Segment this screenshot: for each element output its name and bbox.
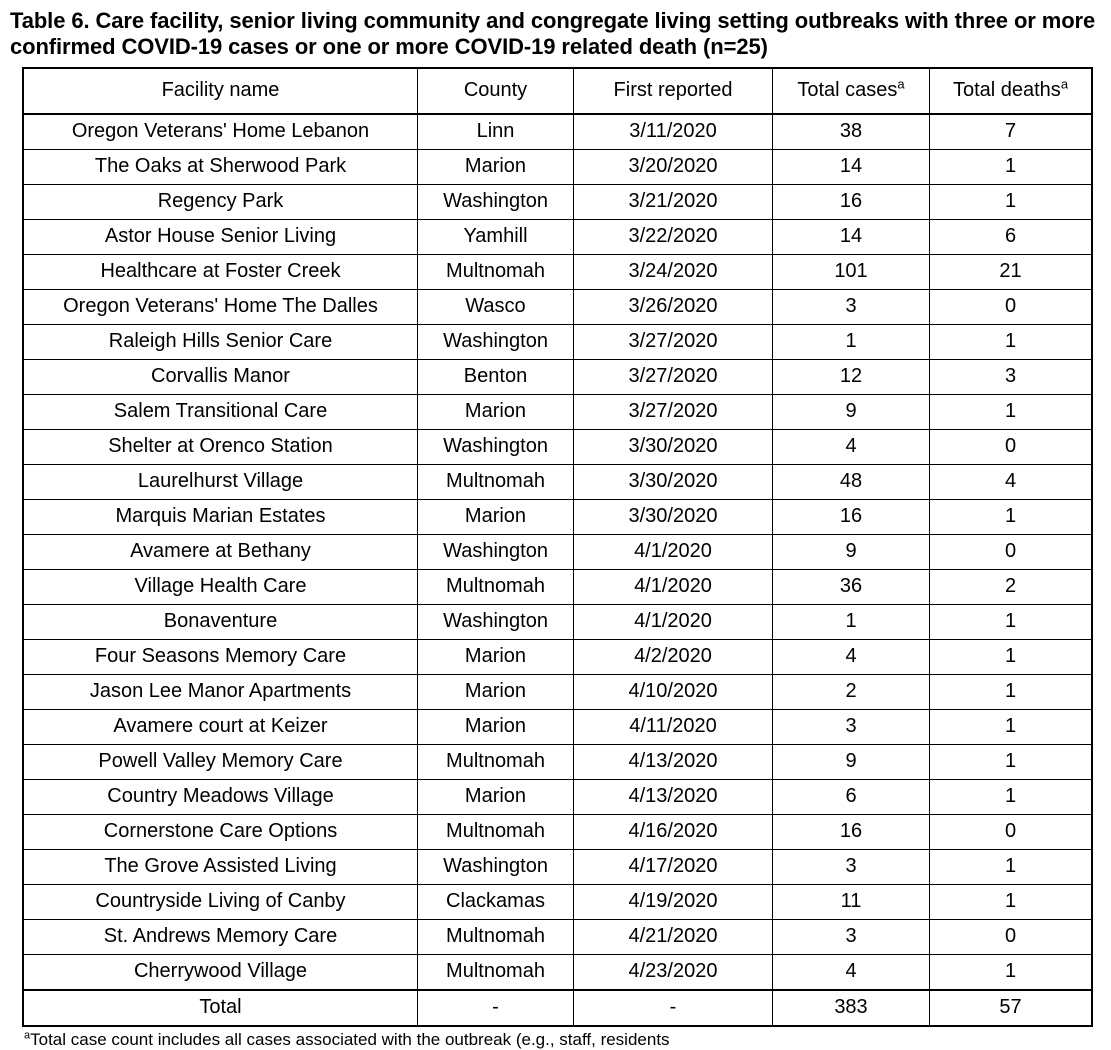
cell-facility-name: Cornerstone Care Options <box>23 814 418 849</box>
cell-county: Clackamas <box>418 884 574 919</box>
cell-total-cases: 4 <box>773 639 930 674</box>
footnote-superscript: a <box>24 1029 31 1042</box>
cell-facility-name: Corvallis Manor <box>23 359 418 394</box>
table-row <box>23 114 1092 150</box>
cell-total-deaths: 0 <box>930 289 1093 324</box>
cell-total-deaths: 0 <box>930 814 1093 849</box>
table-row <box>23 674 1092 709</box>
footnote-text: Total case count includes all cases associated with the outbreak (e.g., staff, residents <box>30 1029 670 1049</box>
cell-total-deaths: 57 <box>930 990 1093 1026</box>
cell-total-deaths: 1 <box>930 744 1093 779</box>
table-row <box>23 184 1092 219</box>
cell-total-cases: 383 <box>773 990 930 1026</box>
table-row <box>23 709 1092 744</box>
header-county-label: County <box>463 79 528 102</box>
cell-total-deaths: 1 <box>930 149 1093 184</box>
cell-total-deaths: 1 <box>930 884 1093 919</box>
cell-facility-name: Salem Transitional Care <box>23 394 418 429</box>
cell-total-deaths: 1 <box>930 184 1093 219</box>
cell-total-cases: 3 <box>773 849 930 884</box>
cell-total-cases: 6 <box>773 779 930 814</box>
cell-first-reported: 4/10/2020 <box>574 674 773 709</box>
cell-county: Marion <box>418 779 574 814</box>
cell-county: Washington <box>418 534 574 569</box>
cell-county: Benton <box>418 359 574 394</box>
cell-total-deaths: 0 <box>930 534 1093 569</box>
cell-first-reported: 4/17/2020 <box>574 849 773 884</box>
cell-county: Washington <box>418 324 574 359</box>
cell-first-reported: 3/27/2020 <box>574 324 773 359</box>
cell-facility-name: Total <box>23 990 418 1026</box>
cell-county: Washington <box>418 604 574 639</box>
cell-county: Multnomah <box>418 954 574 990</box>
cell-total-cases: 48 <box>773 464 930 499</box>
table-row <box>23 254 1092 289</box>
cell-total-deaths: 1 <box>930 849 1093 884</box>
cell-county: Multnomah <box>418 814 574 849</box>
cell-total-cases: 3 <box>773 919 930 954</box>
cell-facility-name: Raleigh Hills Senior Care <box>23 324 418 359</box>
cell-county: Marion <box>418 709 574 744</box>
cell-total-deaths: 0 <box>930 429 1093 464</box>
table-row <box>23 919 1092 954</box>
table-row <box>23 779 1092 814</box>
cell-facility-name: St. Andrews Memory Care <box>23 919 418 954</box>
table-row <box>23 464 1092 499</box>
cell-total-deaths: 1 <box>930 779 1093 814</box>
header-facility-name-label: Facility name <box>161 79 280 102</box>
cell-total-cases: 2 <box>773 674 930 709</box>
cell-facility-name: Jason Lee Manor Apartments <box>23 674 418 709</box>
cell-first-reported: 4/1/2020 <box>574 604 773 639</box>
cell-total-cases: 38 <box>773 114 930 150</box>
table-row <box>23 954 1092 990</box>
cell-total-deaths: 1 <box>930 499 1093 534</box>
cell-total-cases: 9 <box>773 394 930 429</box>
cell-county: Multnomah <box>418 744 574 779</box>
cell-county: Linn <box>418 114 574 150</box>
cell-county: Washington <box>418 184 574 219</box>
cell-facility-name: The Oaks at Sherwood Park <box>23 149 418 184</box>
header-total-cases-label: Total cases <box>797 79 898 102</box>
table-row <box>23 324 1092 359</box>
cell-facility-name: Avamere court at Keizer <box>23 709 418 744</box>
cell-first-reported: 3/30/2020 <box>574 499 773 534</box>
table-row <box>23 219 1092 254</box>
cell-total-cases: 11 <box>773 884 930 919</box>
cell-first-reported: 4/19/2020 <box>574 884 773 919</box>
cell-total-deaths: 0 <box>930 919 1093 954</box>
outbreaks-table <box>22 67 1093 1027</box>
header-row <box>23 68 1092 114</box>
cell-first-reported: 4/13/2020 <box>574 779 773 814</box>
cell-county: Marion <box>418 499 574 534</box>
cell-total-cases: 9 <box>773 744 930 779</box>
table-row <box>23 604 1092 639</box>
cell-total-deaths: 1 <box>930 604 1093 639</box>
table-row <box>23 394 1092 429</box>
table-row <box>23 359 1092 394</box>
table-row <box>23 744 1092 779</box>
cell-county: Washington <box>418 429 574 464</box>
cell-total-cases: 9 <box>773 534 930 569</box>
cell-facility-name: Astor House Senior Living <box>23 219 418 254</box>
cell-first-reported: 3/26/2020 <box>574 289 773 324</box>
table-row <box>23 499 1092 534</box>
header-total-deaths <box>930 68 1093 114</box>
table-row <box>23 149 1092 184</box>
cell-first-reported: 3/11/2020 <box>574 114 773 150</box>
table-row <box>23 534 1092 569</box>
cell-total-deaths: 2 <box>930 569 1093 604</box>
cell-total-deaths: 1 <box>930 954 1093 990</box>
cell-facility-name: Country Meadows Village <box>23 779 418 814</box>
cell-total-cases: 3 <box>773 289 930 324</box>
cell-total-deaths: 3 <box>930 359 1093 394</box>
cell-first-reported: 3/27/2020 <box>574 394 773 429</box>
cell-first-reported: 4/23/2020 <box>574 954 773 990</box>
cell-total-deaths: 1 <box>930 324 1093 359</box>
cell-first-reported: 3/30/2020 <box>574 429 773 464</box>
table-row <box>23 639 1092 674</box>
table-header <box>23 68 1092 114</box>
cell-county: Washington <box>418 849 574 884</box>
header-total-cases <box>773 68 930 114</box>
cell-total-cases: 16 <box>773 184 930 219</box>
header-total-cases-sup: a <box>897 76 905 92</box>
cell-first-reported: 3/24/2020 <box>574 254 773 289</box>
cell-facility-name: Village Health Care <box>23 569 418 604</box>
cell-first-reported: 3/27/2020 <box>574 359 773 394</box>
cell-county: Multnomah <box>418 569 574 604</box>
cell-facility-name: Marquis Marian Estates <box>23 499 418 534</box>
table-title: Table 6. Care facility, senior living community and congregate living setting outbreaks with three or more confirmed COVID-19 cases or one or more COVID-19 related death (n=25) <box>10 8 1096 60</box>
cell-county: Multnomah <box>418 919 574 954</box>
header-first-reported <box>574 68 773 114</box>
cell-facility-name: Laurelhurst Village <box>23 464 418 499</box>
total-row <box>23 990 1092 1026</box>
cell-total-cases: 12 <box>773 359 930 394</box>
cell-total-deaths: 21 <box>930 254 1093 289</box>
cell-total-deaths: 7 <box>930 114 1093 150</box>
cell-total-cases: 14 <box>773 219 930 254</box>
cell-first-reported: 4/2/2020 <box>574 639 773 674</box>
cell-facility-name: Oregon Veterans' Home The Dalles <box>23 289 418 324</box>
cell-total-cases: 16 <box>773 499 930 534</box>
table-row <box>23 814 1092 849</box>
table-body <box>23 114 1092 1026</box>
cell-total-deaths: 6 <box>930 219 1093 254</box>
cell-facility-name: Four Seasons Memory Care <box>23 639 418 674</box>
cell-facility-name: Healthcare at Foster Creek <box>23 254 418 289</box>
table-row <box>23 849 1092 884</box>
cell-total-cases: 14 <box>773 149 930 184</box>
cell-facility-name: Oregon Veterans' Home Lebanon <box>23 114 418 150</box>
cell-total-deaths: 1 <box>930 709 1093 744</box>
cell-first-reported: 4/21/2020 <box>574 919 773 954</box>
cell-total-cases: 3 <box>773 709 930 744</box>
cell-county: Yamhill <box>418 219 574 254</box>
cell-first-reported: 4/11/2020 <box>574 709 773 744</box>
cell-total-deaths: 1 <box>930 394 1093 429</box>
cell-facility-name: Powell Valley Memory Care <box>23 744 418 779</box>
cell-facility-name: The Grove Assisted Living <box>23 849 418 884</box>
header-county <box>418 68 574 114</box>
header-total-deaths-sup: a <box>1060 76 1069 92</box>
cell-facility-name: Countryside Living of Canby <box>23 884 418 919</box>
cell-first-reported: - <box>574 990 773 1026</box>
cell-total-cases: 36 <box>773 569 930 604</box>
cell-first-reported: 3/21/2020 <box>574 184 773 219</box>
cell-total-cases: 101 <box>773 254 930 289</box>
cell-total-cases: 16 <box>773 814 930 849</box>
table-row <box>23 289 1092 324</box>
table-row <box>23 569 1092 604</box>
cell-county: Marion <box>418 394 574 429</box>
header-total-deaths-label: Total deaths <box>952 79 1061 102</box>
cell-total-deaths: 4 <box>930 464 1093 499</box>
cell-total-deaths: 1 <box>930 674 1093 709</box>
cell-total-cases: 1 <box>773 604 930 639</box>
table-footnote <box>24 1030 1103 1050</box>
header-first-reported-label: First reported <box>613 79 733 102</box>
cell-total-deaths: 1 <box>930 639 1093 674</box>
cell-first-reported: 4/16/2020 <box>574 814 773 849</box>
cell-total-cases: 1 <box>773 324 930 359</box>
cell-county: Marion <box>418 674 574 709</box>
cell-county: Marion <box>418 149 574 184</box>
cell-first-reported: 4/1/2020 <box>574 534 773 569</box>
cell-county: Multnomah <box>418 254 574 289</box>
table-row <box>23 884 1092 919</box>
cell-first-reported: 3/20/2020 <box>574 149 773 184</box>
cell-first-reported: 4/1/2020 <box>574 569 773 604</box>
cell-county: Marion <box>418 639 574 674</box>
cell-first-reported: 3/22/2020 <box>574 219 773 254</box>
cell-county: - <box>418 990 574 1026</box>
cell-county: Multnomah <box>418 464 574 499</box>
cell-facility-name: Regency Park <box>23 184 418 219</box>
cell-total-cases: 4 <box>773 954 930 990</box>
cell-facility-name: Shelter at Orenco Station <box>23 429 418 464</box>
header-facility-name <box>23 68 418 114</box>
table-row <box>23 429 1092 464</box>
cell-total-cases: 4 <box>773 429 930 464</box>
cell-first-reported: 4/13/2020 <box>574 744 773 779</box>
cell-facility-name: Bonaventure <box>23 604 418 639</box>
cell-county: Wasco <box>418 289 574 324</box>
cell-first-reported: 3/30/2020 <box>574 464 773 499</box>
cell-facility-name: Cherrywood Village <box>23 954 418 990</box>
cell-facility-name: Avamere at Bethany <box>23 534 418 569</box>
